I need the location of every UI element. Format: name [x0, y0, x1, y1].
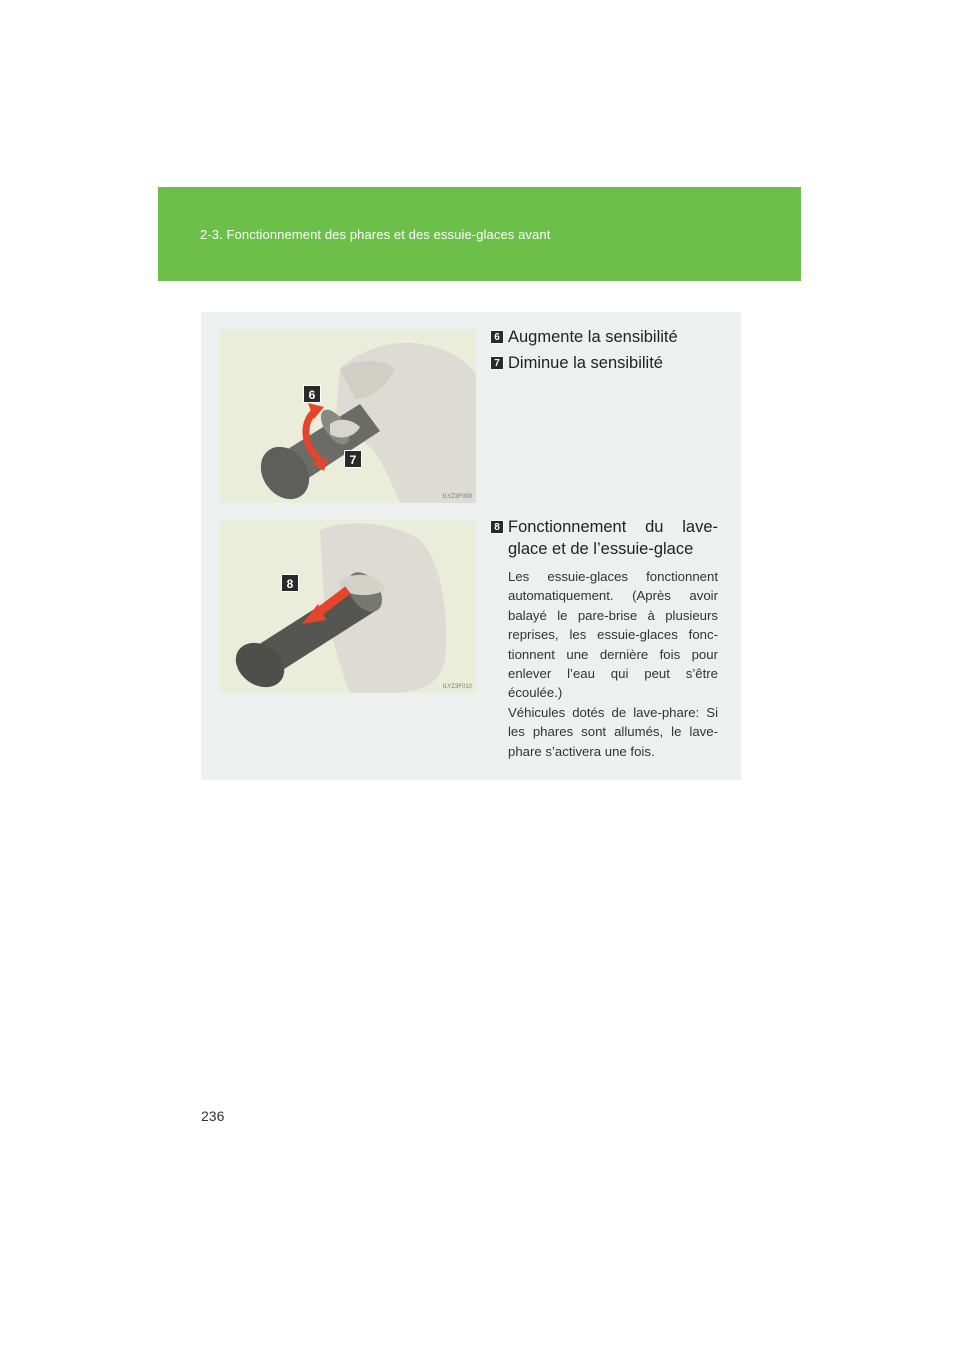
item-decrease-sensitivity	[490, 352, 718, 374]
figure-badge-8: 8	[281, 574, 299, 592]
item-increase-sensitivity	[490, 326, 718, 348]
item-label: Diminue la sensibilité	[508, 354, 663, 372]
headlamp-washer-note: Véhicules dotés de lave-phare: Si les phares sont allumés, le lave-phare s’activera une fois.	[508, 704, 718, 759]
figure-badge-6: 6	[303, 385, 321, 403]
washer-description	[508, 567, 718, 761]
figure-washer-lever	[220, 520, 476, 693]
hand-lever-illustration	[220, 520, 476, 693]
hand-lever-illustration	[220, 329, 476, 503]
page-number: 236	[201, 1108, 225, 1124]
description-text: Les essuie-glaces fonctionnent automatiquement. (Après avoir balayé le pare-brise à plusieurs reprises, les essuie-glaces fonc-tionnent une dernière fois pour enlever l’eau qui peut s’être écoulée.)	[508, 569, 718, 701]
item-badge: 6	[490, 330, 504, 344]
section-title: 2-3. Fonctionnement des phares et des essuie-glaces avant	[200, 227, 551, 242]
figure-code: ILYZ3F010	[442, 684, 472, 690]
figure-badge-7: 7	[344, 450, 362, 468]
figure-sensitivity-dial	[220, 329, 476, 503]
item-washer-operation	[490, 516, 718, 560]
item-badge: 7	[490, 356, 504, 370]
content-panel	[201, 312, 741, 780]
section-header	[158, 187, 801, 281]
figure-code: ILYZ3F009	[442, 494, 472, 500]
item-badge: 8	[490, 520, 504, 534]
item-label: Augmente la sensibilité	[508, 328, 678, 346]
item-label: Fonctionnement du lave-glace et de l’essuie-glace	[508, 518, 718, 558]
